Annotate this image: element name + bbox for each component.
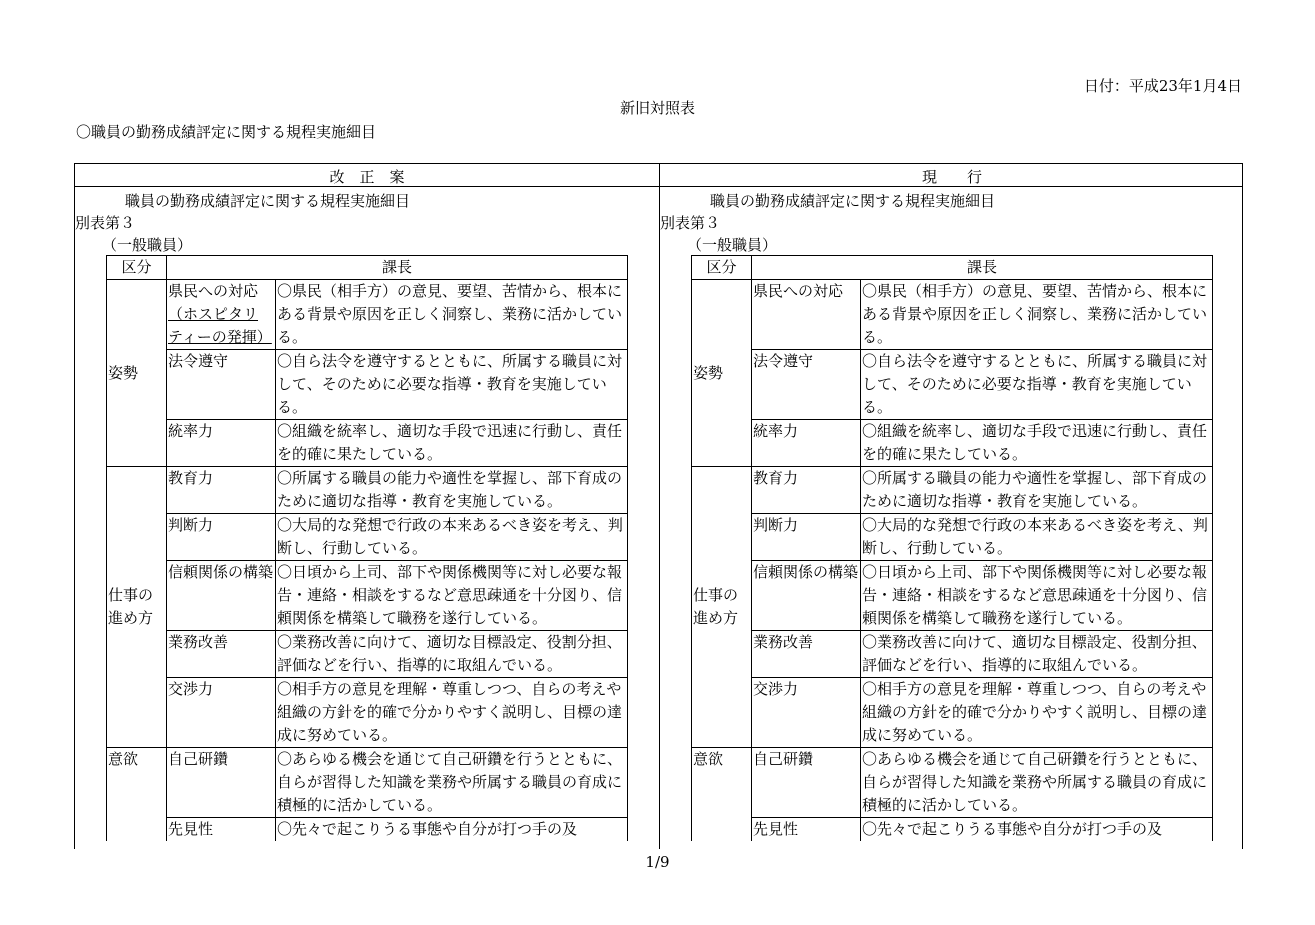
item-cell: 判断力 xyxy=(752,514,861,561)
category-iyoku: 意欲 xyxy=(107,748,167,842)
desc-cell: 〇所属する職員の能力や適性を掌握し、部下育成のために適切な指導・教育を実施している。 xyxy=(276,467,628,514)
desc-cell: 〇あらゆる機会を通じて自己研鑽を行うとともに、自らが習得した知識を業務や所属する職員の育成に積極的に活かしている。 xyxy=(861,748,1213,818)
pane-revised xyxy=(75,187,659,850)
date-label: 日付：平成23年1月4日 xyxy=(1083,77,1242,95)
item-cell: 教育力 xyxy=(167,467,276,514)
evaluation-table xyxy=(106,255,628,841)
group-label: （一般職員） xyxy=(687,236,778,254)
item-cell: 判断力 xyxy=(167,514,276,561)
pane-current xyxy=(660,187,1244,850)
page-number: 1/9 xyxy=(645,853,670,871)
item-cell: 法令遵守 xyxy=(167,350,276,420)
column-header-revised: 改 正 案 xyxy=(329,168,405,186)
item-cell xyxy=(167,280,276,350)
rule-title: 職員の勤務成績評定に関する規程実施細目 xyxy=(710,192,996,210)
desc-cell: 〇業務改善に向けて、適切な目標設定、役割分担、評価などを行い、指導的に取組んでいる。 xyxy=(861,631,1213,678)
item-cell: 交渉力 xyxy=(752,678,861,748)
desc-cell: 〇県民（相手方）の意見、要望、苦情から、根本にある背景や原因を正しく洞察し、業務に活かしている。 xyxy=(276,280,628,350)
desc-cell: 〇県民（相手方）の意見、要望、苦情から、根本にある背景や原因を正しく洞察し、業務に活かしている。 xyxy=(861,280,1213,350)
header-kacho: 課長 xyxy=(752,256,1213,280)
item-cell: 交渉力 xyxy=(167,678,276,748)
column-header-current: 現 行 xyxy=(921,168,982,186)
appendix-label: 別表第３ xyxy=(660,214,721,232)
desc-cell: 〇相手方の意見を理解・尊重しつつ、自らの考えや組織の方針を的確で分かりやすく説明し、目標の達成に努めている。 xyxy=(861,678,1213,748)
item-cell: 自己研鑽 xyxy=(167,748,276,818)
group-label: （一般職員） xyxy=(102,236,193,254)
desc-cell: 〇自ら法令を遵守するとともに、所属する職員に対して、そのために必要な指導・教育を実施している。 xyxy=(861,350,1213,420)
item-cell: 法令遵守 xyxy=(752,350,861,420)
category-shisei: 姿勢 xyxy=(692,280,752,467)
category-shigoto: 仕事の進め方 xyxy=(692,467,752,748)
item-text: 県民への対応 xyxy=(168,282,259,300)
page-title: 新旧対照表 xyxy=(619,99,695,117)
desc-cell: 〇大局的な発想で行政の本来あるべき姿を考え、判断し、行動している。 xyxy=(276,514,628,561)
item-cell: 統率力 xyxy=(752,420,861,467)
desc-cell: 〇自ら法令を遵守するとともに、所属する職員に対して、そのために必要な指導・教育を実施している。 xyxy=(276,350,628,420)
header-kubun: 区分 xyxy=(107,256,167,280)
category-shigoto: 仕事の進め方 xyxy=(107,467,167,748)
desc-cell: 〇業務改善に向けて、適切な目標設定、役割分担、評価などを行い、指導的に取組んでいる。 xyxy=(276,631,628,678)
header-kacho: 課長 xyxy=(167,256,628,280)
desc-cell: 〇先々で起こりうる事態や自分が打つ手の及 xyxy=(276,818,628,842)
desc-cell: 〇先々で起こりうる事態や自分が打つ手の及 xyxy=(861,818,1213,842)
desc-cell: 〇日頃から上司、部下や関係機関等に対し必要な報告・連絡・相談をするなど意思疎通を十分図り、信頼関係を構築して職務を遂行している。 xyxy=(276,561,628,631)
item-text-added: （ホスピタリ xyxy=(168,305,259,323)
desc-cell: 〇日頃から上司、部下や関係機関等に対し必要な報告・連絡・相談をするなど意思疎通を十分図り、信頼関係を構築して職務を遂行している。 xyxy=(861,561,1213,631)
desc-cell: 〇組織を統率し、適切な手段で迅速に行動し、責任を的確に果たしている。 xyxy=(861,420,1213,467)
item-cell: 信頼関係の構築 xyxy=(167,561,276,631)
item-cell: 信頼関係の構築 xyxy=(752,561,861,631)
category-shisei: 姿勢 xyxy=(107,280,167,467)
item-cell: 先見性 xyxy=(167,818,276,842)
document-name: 〇職員の勤務成績評定に関する規程実施細目 xyxy=(76,123,377,141)
comparison-table xyxy=(74,163,1243,849)
category-iyoku: 意欲 xyxy=(692,748,752,842)
item-cell: 先見性 xyxy=(752,818,861,842)
item-text-added: ティーの発揮） xyxy=(168,328,272,346)
item-cell: 業務改善 xyxy=(752,631,861,678)
desc-cell: 〇組織を統率し、適切な手段で迅速に行動し、責任を的確に果たしている。 xyxy=(276,420,628,467)
rule-title: 職員の勤務成績評定に関する規程実施細目 xyxy=(125,192,411,210)
appendix-label: 別表第３ xyxy=(75,214,136,232)
desc-cell: 〇相手方の意見を理解・尊重しつつ、自らの考えや組織の方針を的確で分かりやすく説明し、目標の達成に努めている。 xyxy=(276,678,628,748)
item-cell: 統率力 xyxy=(167,420,276,467)
item-cell: 自己研鑽 xyxy=(752,748,861,818)
desc-cell: 〇所属する職員の能力や適性を掌握し、部下育成のために適切な指導・教育を実施している。 xyxy=(861,467,1213,514)
desc-cell: 〇あらゆる機会を通じて自己研鑽を行うとともに、自らが習得した知識を業務や所属する職員の育成に積極的に活かしている。 xyxy=(276,748,628,818)
item-cell: 業務改善 xyxy=(167,631,276,678)
item-cell: 県民への対応 xyxy=(752,280,861,350)
item-cell: 教育力 xyxy=(752,467,861,514)
header-kubun: 区分 xyxy=(692,256,752,280)
evaluation-table xyxy=(691,255,1213,841)
desc-cell: 〇大局的な発想で行政の本来あるべき姿を考え、判断し、行動している。 xyxy=(861,514,1213,561)
